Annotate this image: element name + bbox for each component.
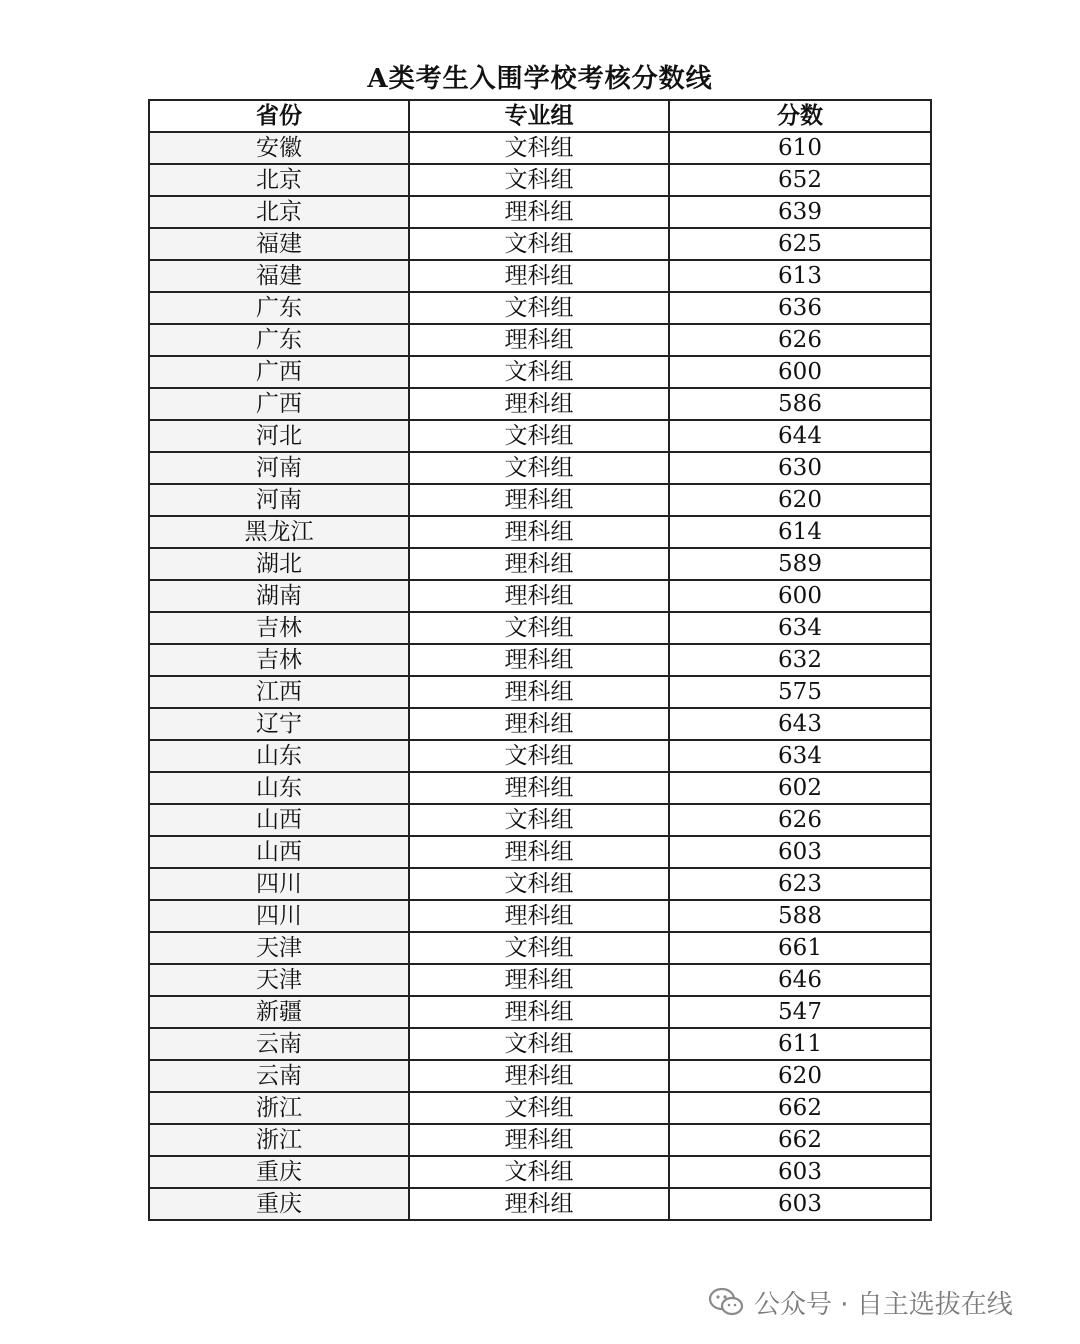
cell-group: 文科组	[409, 420, 669, 452]
cell-group: 理科组	[409, 548, 669, 580]
table-row	[149, 964, 931, 996]
table-row	[149, 196, 931, 228]
cell-score: 547	[669, 996, 931, 1028]
cell-province: 山西	[149, 836, 409, 868]
table-row	[149, 484, 931, 516]
score-table	[148, 99, 932, 1221]
table-row	[149, 676, 931, 708]
cell-province: 安徽	[149, 132, 409, 164]
cell-province: 福建	[149, 228, 409, 260]
cell-score: 588	[669, 900, 931, 932]
table-row	[149, 1156, 931, 1188]
cell-score: 602	[669, 772, 931, 804]
cell-province: 湖北	[149, 548, 409, 580]
cell-group: 文科组	[409, 292, 669, 324]
cell-score: 662	[669, 1092, 931, 1124]
header-province: 省份	[149, 100, 409, 132]
cell-score: 662	[669, 1124, 931, 1156]
cell-score: 610	[669, 132, 931, 164]
cell-score: 614	[669, 516, 931, 548]
cell-province: 河南	[149, 452, 409, 484]
cell-province: 天津	[149, 964, 409, 996]
cell-province: 山东	[149, 740, 409, 772]
table-row	[149, 388, 931, 420]
table-row	[149, 164, 931, 196]
cell-score: 613	[669, 260, 931, 292]
cell-province: 广西	[149, 388, 409, 420]
cell-group: 理科组	[409, 484, 669, 516]
cell-province: 山西	[149, 804, 409, 836]
cell-province: 福建	[149, 260, 409, 292]
table-row	[149, 132, 931, 164]
cell-group: 文科组	[409, 932, 669, 964]
cell-province: 广西	[149, 356, 409, 388]
cell-group: 理科组	[409, 516, 669, 548]
table-header-row	[149, 100, 931, 132]
table-row	[149, 612, 931, 644]
table-row	[149, 644, 931, 676]
cell-group: 理科组	[409, 772, 669, 804]
cell-province: 江西	[149, 676, 409, 708]
cell-group: 理科组	[409, 196, 669, 228]
cell-score: 623	[669, 868, 931, 900]
cell-score: 589	[669, 548, 931, 580]
cell-score: 634	[669, 740, 931, 772]
cell-score: 603	[669, 1156, 931, 1188]
cell-score: 620	[669, 484, 931, 516]
cell-group: 理科组	[409, 836, 669, 868]
cell-group: 理科组	[409, 324, 669, 356]
cell-score: 625	[669, 228, 931, 260]
cell-group: 文科组	[409, 1092, 669, 1124]
cell-score: 639	[669, 196, 931, 228]
cell-score: 620	[669, 1060, 931, 1092]
cell-province: 吉林	[149, 612, 409, 644]
cell-province: 四川	[149, 900, 409, 932]
cell-province: 河南	[149, 484, 409, 516]
cell-score: 575	[669, 676, 931, 708]
table-row	[149, 356, 931, 388]
cell-group: 文科组	[409, 868, 669, 900]
cell-province: 北京	[149, 164, 409, 196]
cell-province: 重庆	[149, 1156, 409, 1188]
table-row	[149, 420, 931, 452]
cell-score: 630	[669, 452, 931, 484]
table-row	[149, 1060, 931, 1092]
cell-score: 632	[669, 644, 931, 676]
cell-group: 理科组	[409, 900, 669, 932]
table-row	[149, 292, 931, 324]
cell-score: 586	[669, 388, 931, 420]
cell-province: 新疆	[149, 996, 409, 1028]
table-row	[149, 836, 931, 868]
cell-province: 浙江	[149, 1124, 409, 1156]
cell-score: 652	[669, 164, 931, 196]
table-row	[149, 996, 931, 1028]
cell-group: 理科组	[409, 1124, 669, 1156]
cell-group: 理科组	[409, 964, 669, 996]
cell-group: 文科组	[409, 804, 669, 836]
table-row	[149, 452, 931, 484]
table-row	[149, 1092, 931, 1124]
table-row	[149, 772, 931, 804]
cell-province: 浙江	[149, 1092, 409, 1124]
cell-province: 云南	[149, 1028, 409, 1060]
table-body	[149, 132, 931, 1220]
header-group: 专业组	[409, 100, 669, 132]
table-row	[149, 1124, 931, 1156]
cell-province: 广东	[149, 324, 409, 356]
cell-group: 理科组	[409, 708, 669, 740]
wechat-icon	[708, 1287, 744, 1317]
cell-score: 661	[669, 932, 931, 964]
table-row	[149, 804, 931, 836]
cell-score: 626	[669, 804, 931, 836]
table-row	[149, 324, 931, 356]
cell-province: 北京	[149, 196, 409, 228]
cell-group: 理科组	[409, 644, 669, 676]
cell-score: 600	[669, 580, 931, 612]
cell-group: 文科组	[409, 740, 669, 772]
cell-province: 云南	[149, 1060, 409, 1092]
cell-group: 文科组	[409, 356, 669, 388]
cell-group: 文科组	[409, 164, 669, 196]
table-row	[149, 900, 931, 932]
cell-province: 重庆	[149, 1188, 409, 1220]
table-row	[149, 1188, 931, 1220]
page-title: A类考生入围学校考核分数线	[367, 64, 713, 94]
cell-score: 644	[669, 420, 931, 452]
cell-group: 理科组	[409, 996, 669, 1028]
cell-score: 643	[669, 708, 931, 740]
cell-group: 理科组	[409, 1188, 669, 1220]
cell-group: 文科组	[409, 132, 669, 164]
cell-province: 辽宁	[149, 708, 409, 740]
cell-province: 天津	[149, 932, 409, 964]
cell-score: 611	[669, 1028, 931, 1060]
cell-province: 黑龙江	[149, 516, 409, 548]
table-row	[149, 516, 931, 548]
cell-province: 河北	[149, 420, 409, 452]
table-row	[149, 868, 931, 900]
cell-group: 理科组	[409, 580, 669, 612]
cell-province: 山东	[149, 772, 409, 804]
cell-score: 646	[669, 964, 931, 996]
header-score: 分数	[669, 100, 931, 132]
cell-score: 626	[669, 324, 931, 356]
cell-province: 四川	[149, 868, 409, 900]
watermark-text: 公众号 · 自主选拔在线	[754, 1289, 1013, 1320]
cell-group: 文科组	[409, 1156, 669, 1188]
table-row	[149, 580, 931, 612]
table-row	[149, 548, 931, 580]
cell-province: 广东	[149, 292, 409, 324]
table-row	[149, 228, 931, 260]
table-row	[149, 260, 931, 292]
table-row	[149, 708, 931, 740]
cell-group: 理科组	[409, 1060, 669, 1092]
cell-score: 634	[669, 612, 931, 644]
cell-score: 636	[669, 292, 931, 324]
table-row	[149, 932, 931, 964]
cell-group: 文科组	[409, 612, 669, 644]
table-row	[149, 1028, 931, 1060]
cell-province: 吉林	[149, 644, 409, 676]
cell-group: 理科组	[409, 676, 669, 708]
cell-score: 600	[669, 356, 931, 388]
table-row	[149, 740, 931, 772]
cell-group: 文科组	[409, 1028, 669, 1060]
cell-group: 文科组	[409, 228, 669, 260]
cell-score: 603	[669, 1188, 931, 1220]
cell-group: 理科组	[409, 260, 669, 292]
watermark	[700, 1282, 1021, 1322]
cell-score: 603	[669, 836, 931, 868]
cell-group: 文科组	[409, 452, 669, 484]
cell-province: 湖南	[149, 580, 409, 612]
cell-group: 理科组	[409, 388, 669, 420]
